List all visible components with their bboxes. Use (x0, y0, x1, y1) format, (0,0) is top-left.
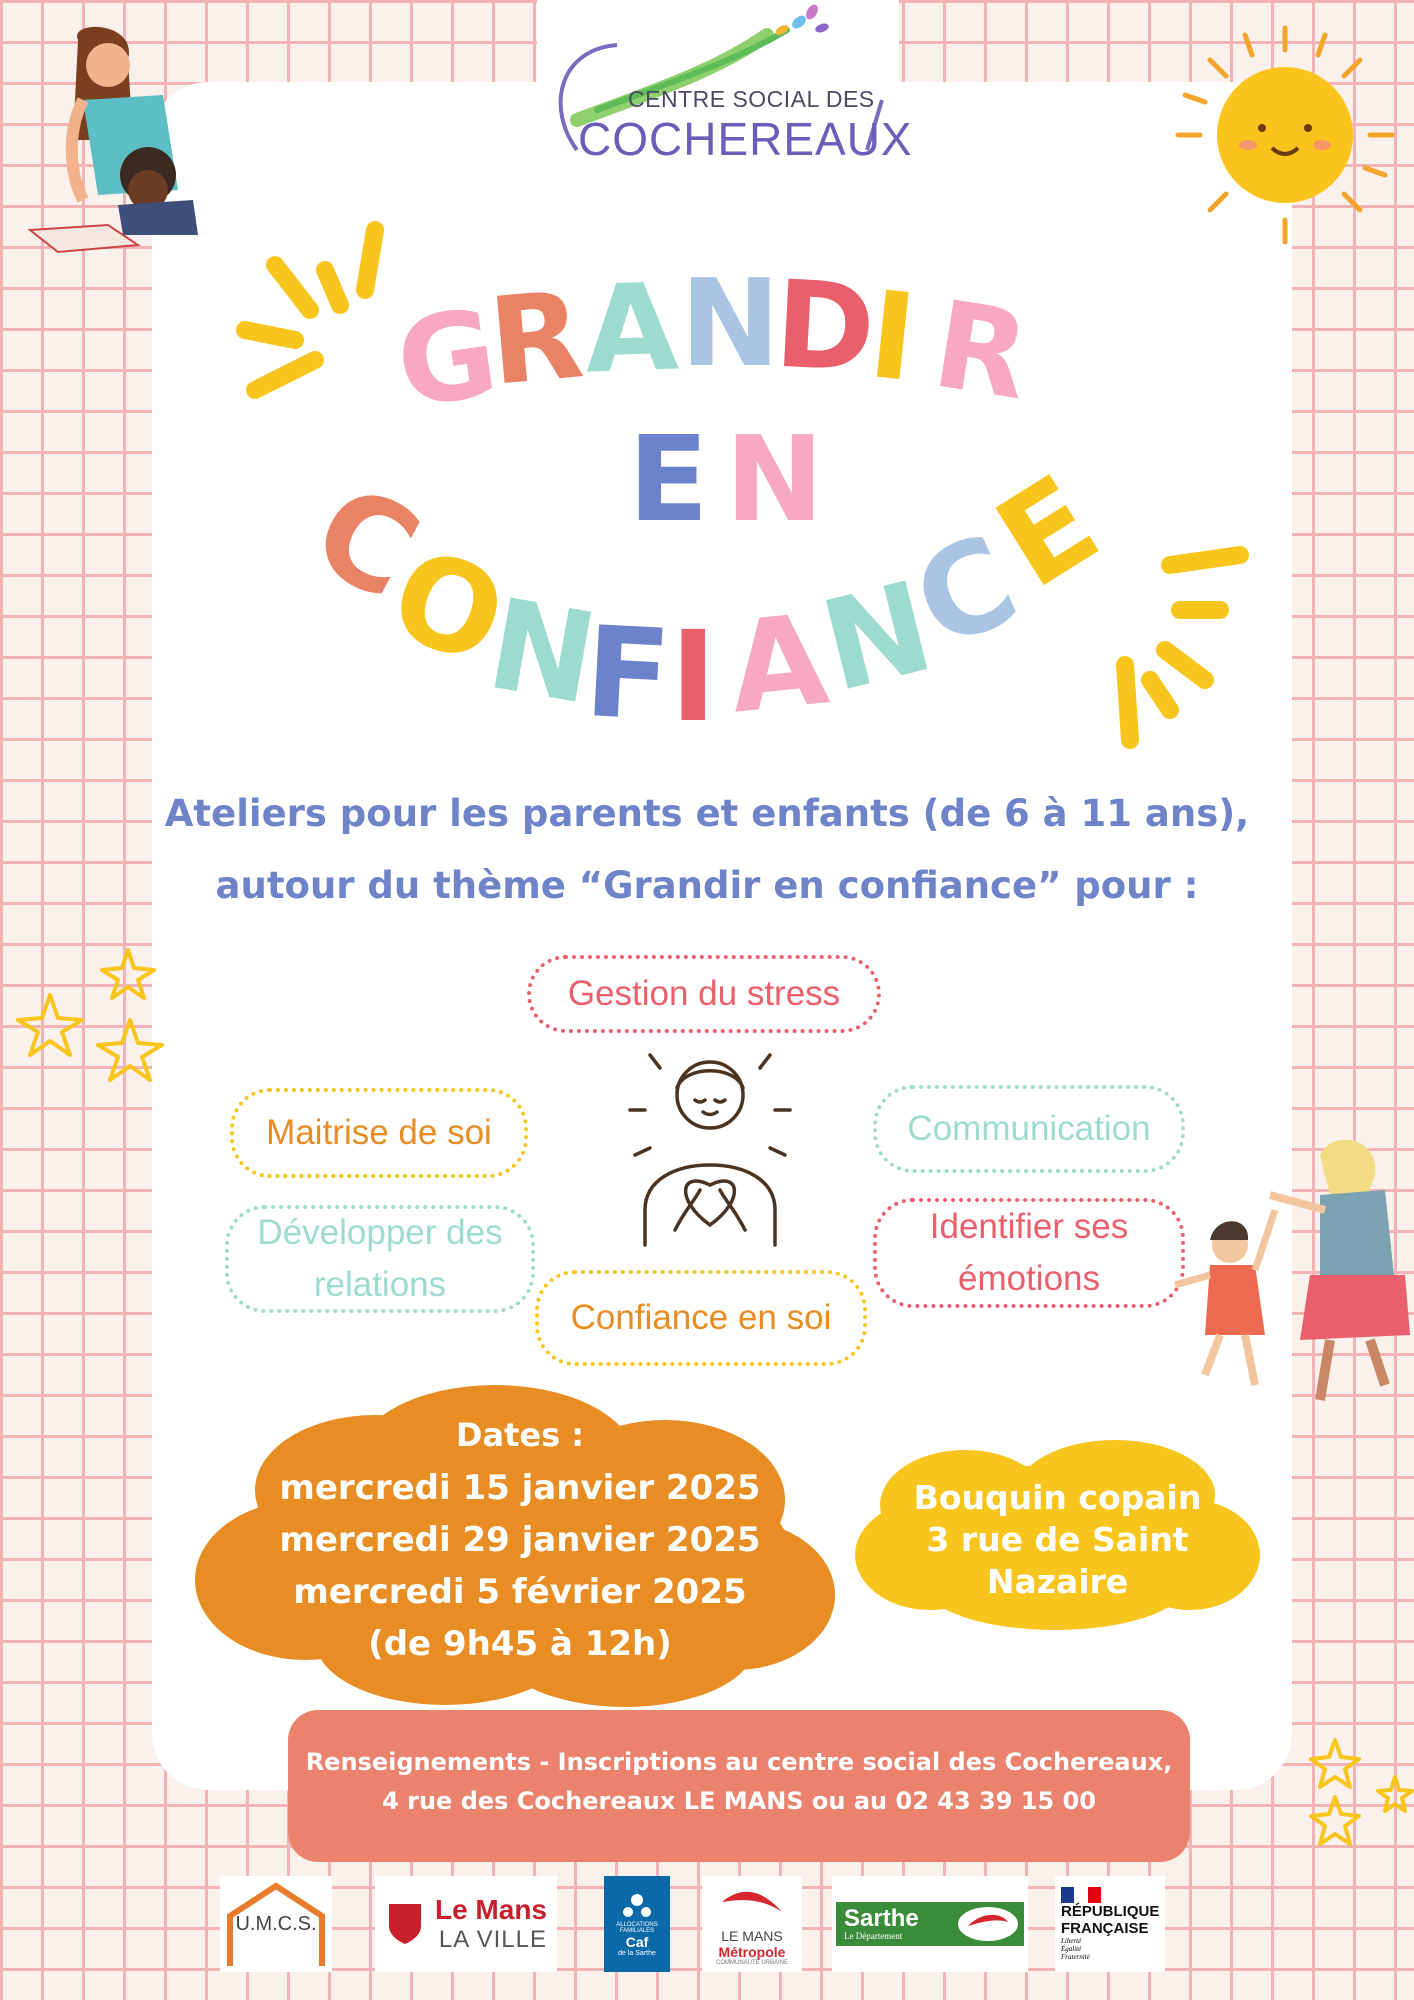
burst-marks-right-icon (1110, 540, 1270, 760)
republique-line4: Égalité (1061, 1945, 1082, 1953)
caf-line1: ALLOCATIONS FAMILIALES (616, 1921, 658, 1934)
burst-marks-left-icon (225, 210, 395, 410)
metropole-line1: LE MANS (721, 1928, 783, 1944)
date-1: mercredi 15 janvier 2025 (279, 1468, 761, 1508)
partner-umcs-logo (220, 1876, 332, 1972)
topic-communication (873, 1085, 1185, 1173)
republique-line5: Fraternité (1061, 1953, 1090, 1961)
topic-label: Confiance en soi (570, 1297, 832, 1337)
mother-daughter-dancing-illustration (1170, 1135, 1414, 1415)
topic-identifier-emotions (873, 1198, 1185, 1308)
topic-label-line2: relations (313, 1265, 447, 1304)
republique-line2: FRANÇAISE (1061, 1920, 1149, 1937)
title-letter: N (725, 410, 824, 548)
place-line2: 3 rue de Saint (926, 1520, 1189, 1559)
hours: (de 9h45 à 12h) (368, 1624, 672, 1664)
topic-maitrise-soi (230, 1088, 528, 1178)
title-letter: R (924, 275, 1038, 428)
sun-icon (1170, 20, 1400, 250)
bird-icon (720, 1882, 784, 1918)
self-love-figure-icon (615, 1040, 805, 1250)
metropole-line3: COMMUNAUTÉ URBAINE (715, 1960, 788, 1966)
caf-line2: Caf (625, 1933, 649, 1950)
sarthe-line2: Le Département (844, 1931, 903, 1941)
topic-label-line1: Développer des (257, 1212, 503, 1252)
title-letter: A (722, 587, 835, 742)
topic-confiance-soi (535, 1270, 867, 1366)
partner-caf-logo (604, 1876, 670, 1972)
title-letter: O (373, 521, 523, 694)
intro-line2: autour du thème “Grandir en confiance” pour : (215, 864, 1199, 907)
title-letter: C (291, 456, 441, 629)
title-letter: N (478, 572, 607, 733)
partner-sarthe-logo (832, 1876, 1028, 1972)
date-2: mercredi 29 janvier 2025 (279, 1520, 761, 1560)
info-bar (288, 1710, 1190, 1862)
mother-child-reading-illustration (28, 20, 208, 255)
stars-left-icon (10, 940, 170, 1100)
republique-line3: Liberté (1061, 1937, 1082, 1945)
dates-heading: Dates : (455, 1416, 585, 1454)
la-ville-label: LA VILLE (438, 1926, 547, 1953)
logo-line1: CENTRE SOCIAL DES (628, 86, 875, 112)
dates-cloud (195, 1380, 845, 1710)
info-line2: 4 rue des Cochereaux LE MANS ou au 02 43 39 15 00 (382, 1787, 1096, 1815)
caf-figures-icon (622, 1892, 652, 1922)
title-letter: G (388, 283, 506, 436)
umcs-label: U.M.C.S. (235, 1912, 317, 1935)
title-letter: N (680, 255, 781, 394)
title-letter: N (809, 554, 946, 721)
date-3: mercredi 5 février 2025 (293, 1572, 747, 1612)
place-line3: Nazaire (986, 1562, 1129, 1601)
le-mans-crest-icon (387, 1902, 423, 1946)
title-letter: E (973, 448, 1123, 617)
sarthe-line1: Sarthe (844, 1905, 919, 1932)
place-line1: Bouquin copain (913, 1478, 1202, 1517)
metropole-line2: Métropole (718, 1944, 786, 1960)
sarthe-swoosh-icon (956, 1904, 1020, 1944)
logo-line2: COCHEREAUX (578, 113, 913, 165)
title-letter: I (862, 266, 922, 409)
title-letter: E (628, 410, 709, 548)
topic-label: Communication (907, 1108, 1151, 1148)
partner-le-mans-metropole-logo (702, 1876, 802, 1972)
partner-le-mans-ville-logo (375, 1876, 557, 1972)
topic-gestion-stress (527, 955, 881, 1033)
title-letter: R (484, 266, 589, 413)
info-line1: Renseignements - Inscriptions au centre social des Cochereaux, (305, 1748, 1173, 1776)
caf-line3: de la Sarthe (618, 1949, 656, 1957)
partner-republique-francaise-logo (1055, 1876, 1165, 1972)
topic-developper-relations (225, 1205, 535, 1313)
title-letter: I (670, 605, 717, 750)
title-letter: D (771, 255, 879, 400)
title-letter: A (582, 258, 681, 401)
marianne-flag-icon (1061, 1887, 1101, 1903)
le-mans-label: Le Mans (434, 1894, 547, 1925)
topic-label-line1: Identifier ses (929, 1206, 1129, 1246)
intro-line1: Ateliers pour les parents et enfants (de 6 à 11 ans), (164, 792, 1250, 835)
republique-line1: RÉPUBLIQUE (1061, 1903, 1160, 1920)
topic-label-line2: émotions (957, 1259, 1101, 1298)
stars-right-icon (1295, 1735, 1414, 1855)
title-letter: C (894, 507, 1038, 678)
topic-label: Gestion du stress (567, 973, 841, 1013)
place-cloud (855, 1435, 1260, 1635)
title-letter: F (581, 599, 675, 750)
topic-label: Maitrise de soi (266, 1112, 492, 1152)
